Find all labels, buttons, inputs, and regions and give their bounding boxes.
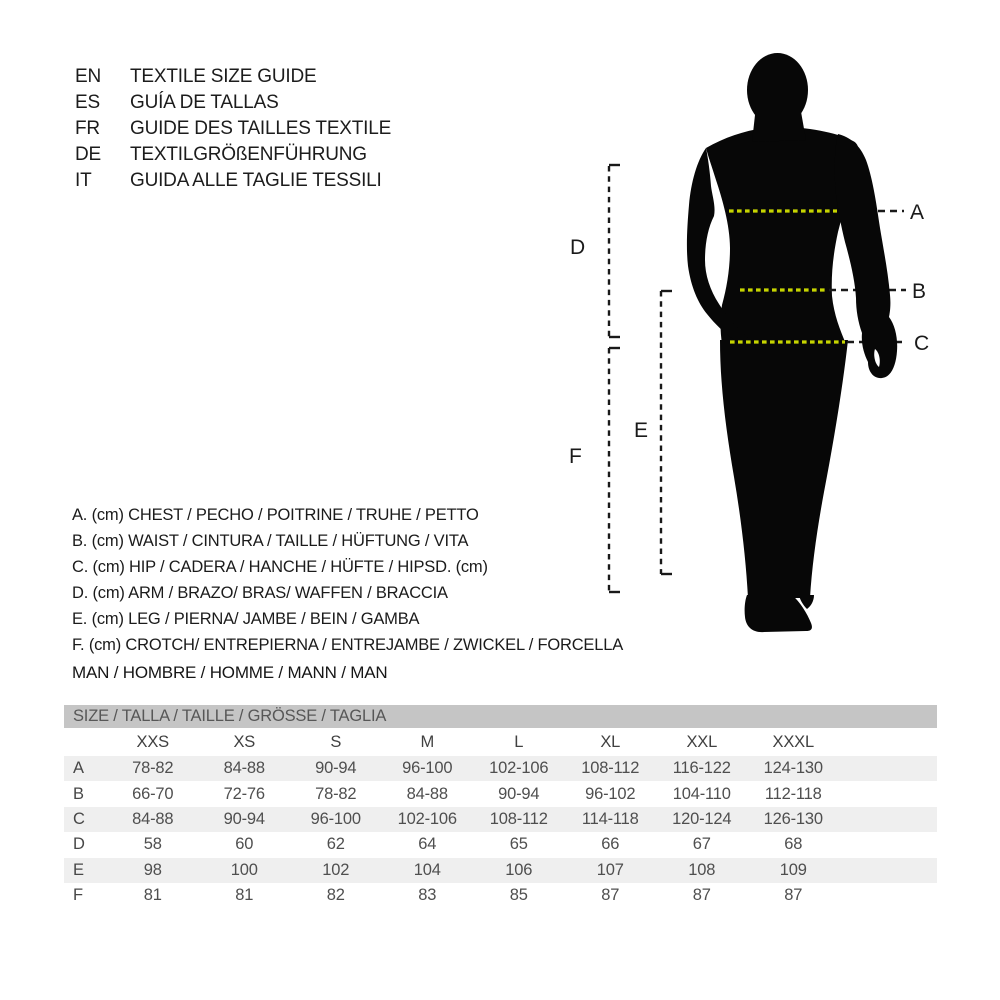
table-cell: 104 [413,860,441,879]
measure-label-e: E [634,419,649,442]
table-cell: 87 [692,886,711,905]
row-label: D [73,835,85,854]
table-cell: 116-122 [672,759,731,778]
row-label: F [73,886,83,905]
table-cell: 90-94 [223,809,265,828]
legend-item: E. (cm) LEG / PIERNA/ JAMBE / BEIN / GAMBA [72,610,420,628]
table-row [64,832,937,857]
legend-item: C. (cm) HIP / CADERA / HANCHE / HÜFTE / HIPSD. (cm) [72,558,488,576]
table-cell: 96-100 [402,759,453,778]
language-row [75,90,391,116]
size-col-header: S [330,732,342,751]
size-col-header: XXS [136,732,169,751]
table-cell: 87 [784,886,803,905]
language-title-list [75,64,391,194]
table-cell: 78-82 [132,759,174,778]
language-title: TEXTILGRÖßENFÜHRUNG [130,144,367,165]
language-code: DE [75,144,101,165]
arm-line-d [609,165,620,337]
measure-label-c: C [914,332,930,355]
measure-label-d: D [570,236,586,259]
measure-label-f: F [569,445,582,468]
table-row [64,781,937,806]
table-cell: 65 [509,835,528,854]
table-cell: 98 [143,860,162,879]
legend-item: D. (cm) ARM / BRAZO/ BRAS/ WAFFEN / BRACCIA [72,584,448,602]
table-cell: 68 [784,835,803,854]
legend-item: B. (cm) WAIST / CINTURA / TAILLE / HÜFTUNG / VITA [72,532,469,550]
row-label: B [73,784,84,803]
size-col-header: XL [600,732,621,751]
language-title: GUIDA ALLE TAGLIE TESSILI [130,170,382,191]
table-cell: 72-76 [223,784,265,803]
language-row [75,168,391,194]
leg-line-e [661,291,672,574]
table-cell: 82 [326,886,345,905]
table-cell: 108-112 [581,759,640,778]
table-cell: 106 [505,860,533,879]
language-code: ES [75,92,100,113]
size-table-header-row [64,728,937,756]
table-row [64,756,937,781]
table-cell: 104-110 [672,784,731,803]
table-cell: 87 [601,886,620,905]
table-cell: 81 [143,886,162,905]
size-col-header: M [420,732,435,751]
table-cell: 58 [143,835,162,854]
table-cell: 66 [601,835,620,854]
row-label: A [73,759,84,778]
table-cell: 62 [326,835,345,854]
language-title: GUÍA DE TALLAS [130,92,279,113]
table-row [64,807,937,832]
table-cell: 90-94 [315,759,357,778]
silhouette-neck [752,106,806,142]
language-row [75,64,391,90]
table-cell: 100 [230,860,258,879]
row-label: C [73,809,85,828]
table-cell: 102 [322,860,350,879]
language-row [75,142,391,168]
table-cell: 126-130 [763,809,823,828]
language-code: EN [75,66,101,87]
table-cell: 108-112 [489,809,548,828]
table-cell: 78-82 [315,784,357,803]
size-col-header: L [514,732,524,751]
table-cell: 83 [418,886,437,905]
row-label: E [73,860,84,879]
table-row [64,858,937,883]
table-cell: 109 [779,860,807,879]
silhouette-legs [720,340,848,598]
table-cell: 66-70 [132,784,174,803]
legend-item: F. (cm) CROTCH/ ENTREPIERNA / ENTREJAMBE / ZWICKEL / FORCELLA [72,636,623,654]
table-cell: 85 [509,886,528,905]
table-cell: 96-102 [585,784,636,803]
category-line: MAN / HOMBRE / HOMME / MANN / MAN [72,663,388,682]
size-table [64,705,937,908]
size-table-title-bar: SIZE / TALLA / TAILLE / GRÖSSE / TAGLIA [64,705,937,728]
table-cell: 96-100 [310,809,361,828]
language-code: IT [75,170,92,191]
table-row [64,883,937,908]
language-row [75,116,391,142]
language-code: FR [75,118,100,139]
table-cell: 120-124 [672,809,732,828]
size-col-header: XXL [686,732,718,751]
table-cell: 67 [692,835,711,854]
measure-label-b: B [912,280,927,303]
table-cell: 124-130 [763,759,823,778]
table-cell: 81 [235,886,254,905]
table-cell: 102-106 [397,809,457,828]
measurement-legend [72,502,623,658]
table-cell: 84-88 [406,784,448,803]
language-title: TEXTILE SIZE GUIDE [130,66,317,87]
table-cell: 114-118 [581,809,639,828]
table-cell: 107 [596,860,624,879]
table-cell: 60 [235,835,254,854]
legend-item: A. (cm) CHEST / PECHO / POITRINE / TRUHE / PETTO [72,506,479,524]
table-cell: 90-94 [498,784,540,803]
table-cell: 112-118 [764,784,822,803]
size-col-header: XS [233,732,256,751]
table-cell: 102-106 [489,759,549,778]
table-cell: 84-88 [223,759,265,778]
measure-label-a: A [910,201,925,224]
table-cell: 84-88 [132,809,174,828]
table-cell: 108 [688,860,716,879]
size-col-header: XXXL [772,732,814,751]
language-title: GUIDE DES TAILLES TEXTILE [130,118,392,139]
table-cell: 64 [418,835,437,854]
